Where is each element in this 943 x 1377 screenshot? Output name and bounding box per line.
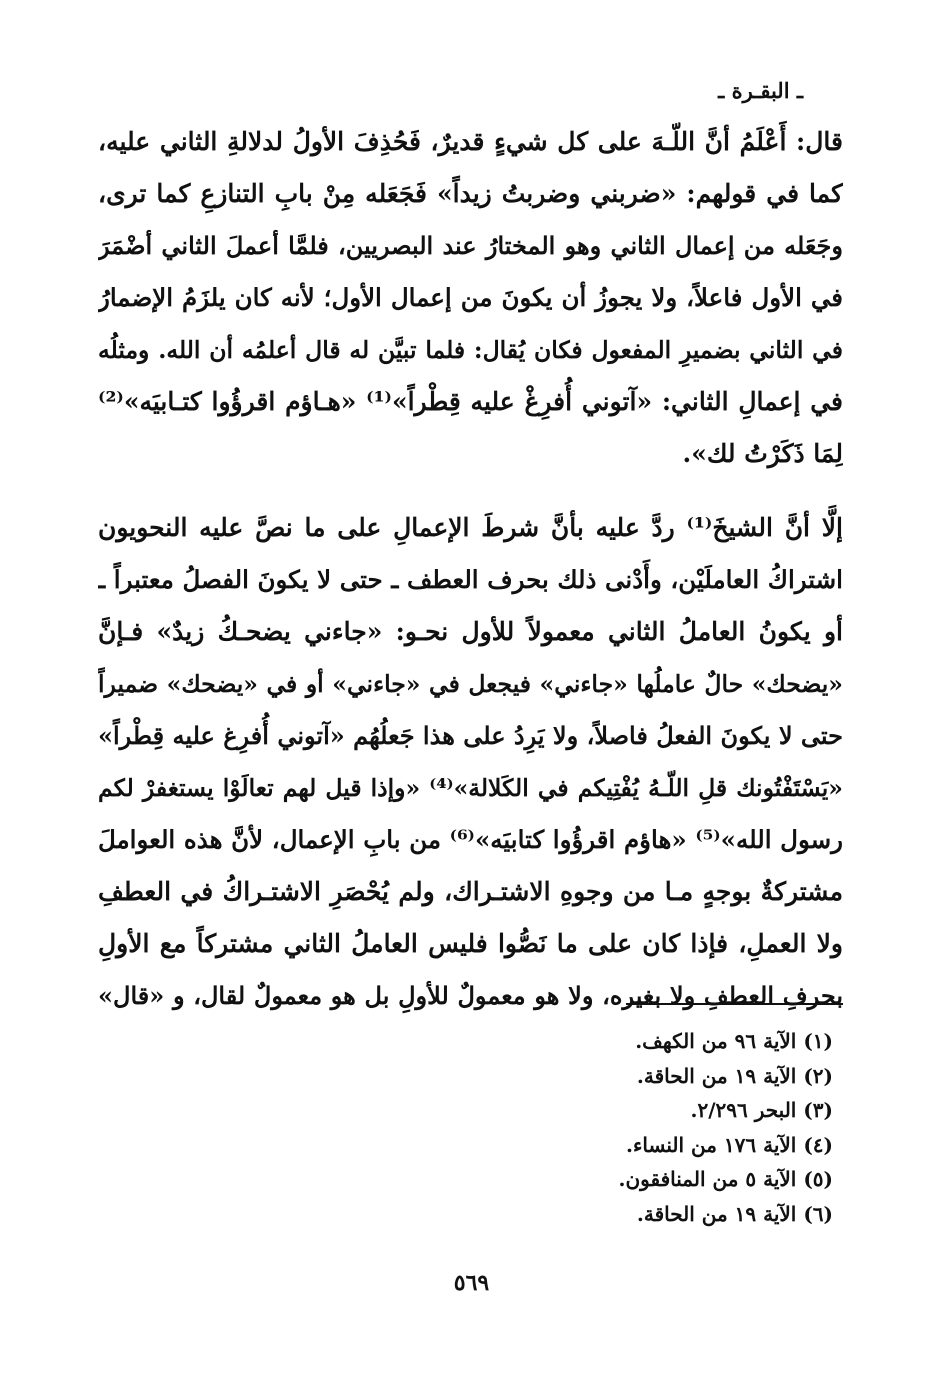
text-line: حتى لا يكونَ الفعلُ فاصلاً، ولا يَرِدُ على هذا جَعلُهُم «آتوني أُفرِغ عليه قِطْراً»: [98, 721, 843, 750]
text-line: اشتراكُ العاملَيْن، وأَدْنى ذلك بحرف العطف ـ حتى لا يكونَ الفصلُ معتبراً ـ: [98, 565, 843, 594]
text-line: إلَّا أنَّ الشيخَ⁽¹⁾ ردَّ عليه بأنَّ شرطَ الإعمالِ على ما نصَّ عليه النحويون: [98, 513, 843, 542]
paragraph: [98, 502, 843, 1022]
text-line: في إعمالِ الثاني: «آتوني أُفرِغْ عليه قِطْراً»⁽¹⁾ «هـاؤم اقرؤُوا كتـابيَه»⁽²⁾: [98, 387, 843, 416]
paragraph-gap: [98, 480, 843, 502]
text-line: في الثاني بضميرِ المفعول فكان يُقال: فلما تبيَّن له قال أعلمُه أن الله. ومثلُه: [98, 336, 843, 364]
footnote: (٤) الآية ١٧٦ من النساء.: [626, 1132, 833, 1157]
text-line: «يَسْتَفْتُونك قلِ اللّـهُ يُفْتِيكم في الكَلالة»⁽⁴⁾ «وإذا قيل لهم تعالَوْا يستغفرْ لكم: [98, 774, 843, 802]
text-line: بحرفِ العطفِ ولا بغيره، ولا هو معمولٌ للأولِ بل هو معمولٌ لقال، و «قال»: [98, 981, 843, 1010]
text-line: ولا العملِ، فإذا كان على ما نَصُّوا فليس العاملُ الثاني مشتركاً مع الأولِ: [98, 929, 843, 958]
text-line: لِمَا ذَكَرْتُ لك».: [682, 439, 843, 468]
footnote: (٢) الآية ١٩ من الحاقة.: [636, 1063, 833, 1088]
text-line: كما في قولهم: «ضربني وضربتُ زيداً» فَجَعَله مِنْ بابِ التنازعِ كما ترى،: [98, 179, 843, 208]
footnote-separator: [626, 1003, 843, 1005]
main-text: [98, 116, 843, 1022]
footnote: (١) الآية ٩٦ من الكهف.: [635, 1029, 833, 1053]
footnotes: [433, 1024, 833, 1232]
footnote: (٦) الآية ١٩ من الحاقة.: [636, 1201, 833, 1226]
text-line: مشتركةٌ بوجهٍ مـا من وجوهِ الاشتـراك، ولم يُحْصَرِ الاشتـراكُ في العطفِ: [98, 877, 843, 906]
text-line: رسول الله»⁽⁵⁾ «هاؤم اقرؤُوا كتابيَه»⁽⁶⁾ من بابِ الإعمال، لأنَّ هذه العواملَ: [98, 825, 843, 854]
footnote: (٣) البحر ٢/٢٩٦.: [690, 1098, 833, 1123]
text-line: وجَعَله من إعمال الثاني وهو المختارُ عند البصريين، فلمَّا أعملَ الثاني أضْمَرَ: [98, 231, 843, 260]
page-number: ٥٦٩: [453, 1270, 490, 1296]
paragraph: [98, 116, 843, 480]
text-line: في الأول فاعلاً، ولا يجوزُ أن يكونَ من إعمال الأول؛ لأنه كان يلزَمُ الإضمارُ: [98, 283, 843, 312]
footnote: (٥) الآية ٥ من المنافقون.: [618, 1167, 833, 1192]
text-line: «يضحك» حالٌ عاملُها «جاءني» فيجعل في «جاءني» أو في «يضحك» ضميراً: [98, 670, 843, 698]
running-header: ـ البقـرة ـ: [718, 78, 803, 103]
text-line: أو يكونُ العاملُ الثاني معمولاً للأول نحـو: «جاءني يضحـكُ زيدٌ» فـإنَّ: [98, 617, 843, 646]
text-line: قال: أَعْلَمُ أنَّ اللّـهَ على كل شيءٍ قديرٌ، فَحُذِفَ الأولُ لدلالةِ الثاني عليه،: [98, 127, 843, 156]
